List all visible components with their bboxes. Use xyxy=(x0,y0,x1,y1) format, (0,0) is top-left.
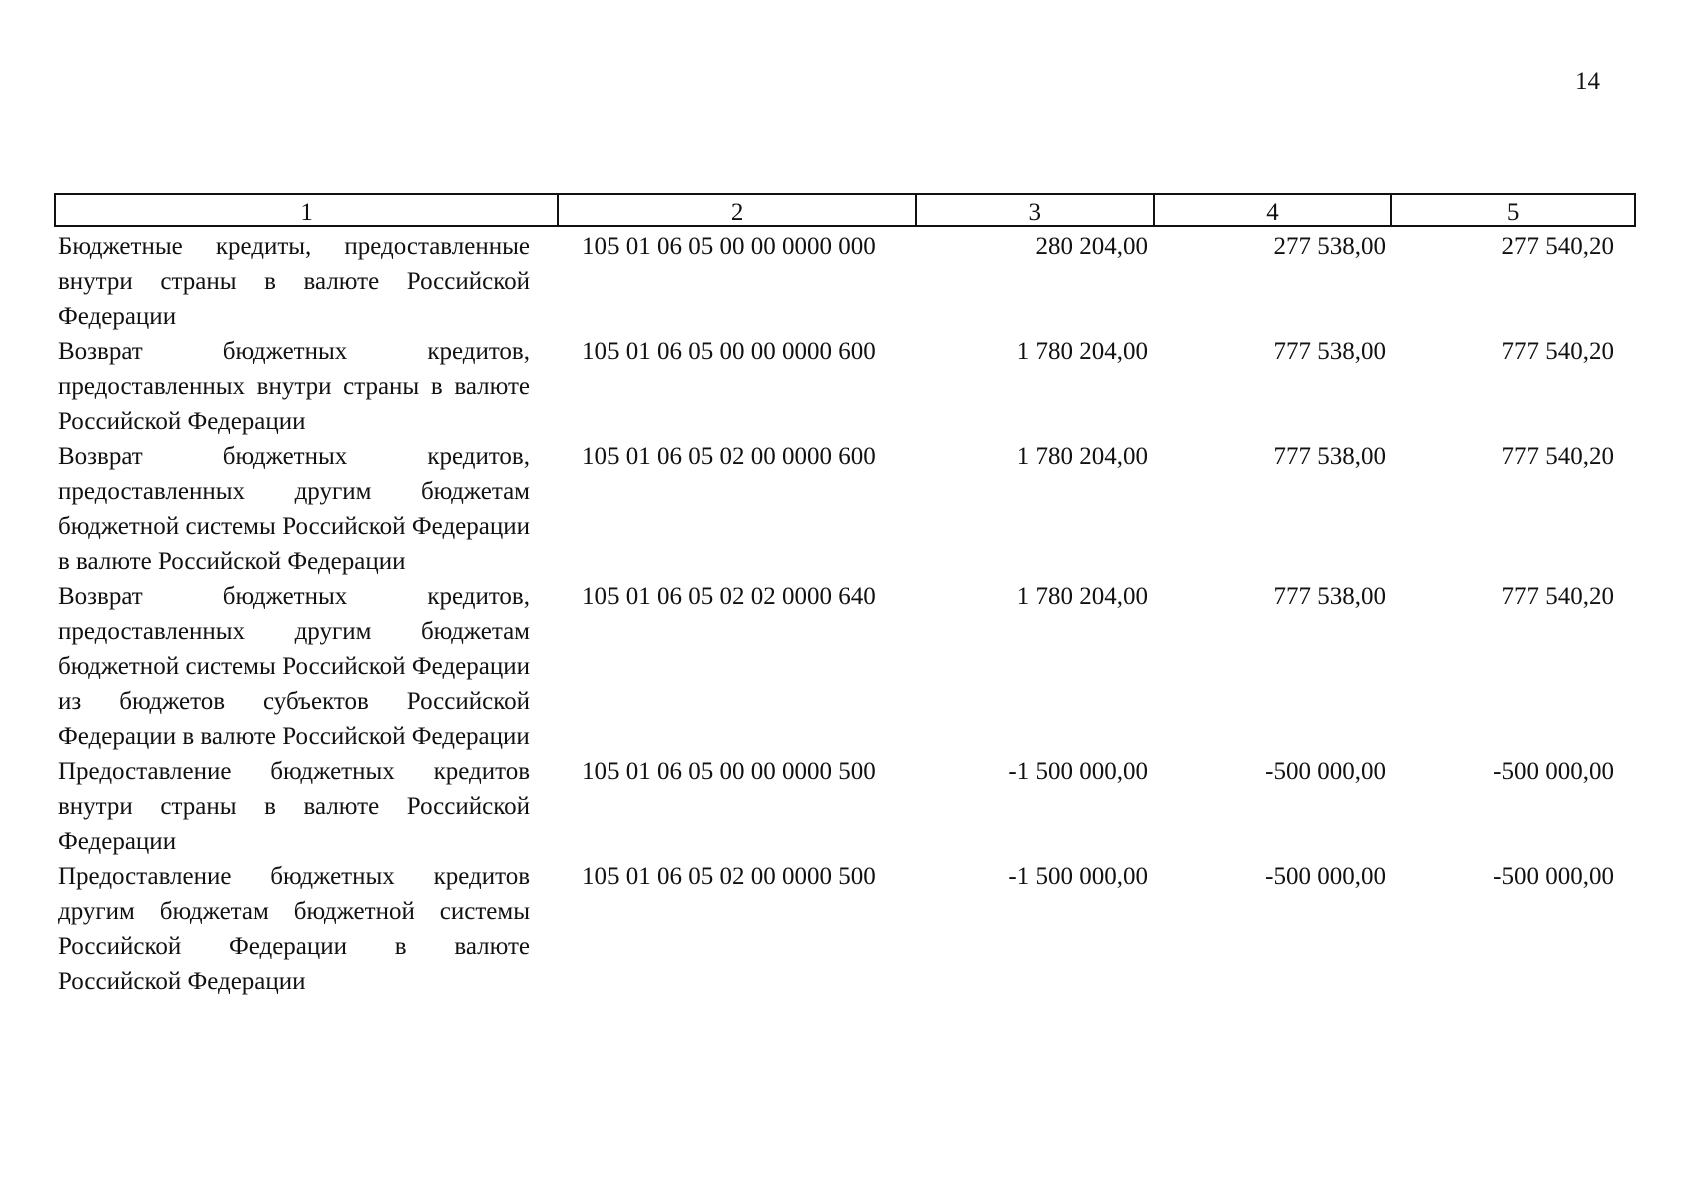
row-value-col5: 777 540,20 xyxy=(1501,443,1614,470)
row-code: 105 01 06 05 00 00 0000 600 xyxy=(582,338,876,365)
column-header-2: 2 xyxy=(559,195,917,225)
table-row xyxy=(54,754,1636,859)
row-description: Возврат бюджетных кредитов, предоставленных внутри страны в валюте Российской Федерации xyxy=(58,338,530,435)
row-code: 105 01 06 05 02 00 0000 500 xyxy=(582,863,876,890)
row-value-col3: 1 780 204,00 xyxy=(1016,338,1148,365)
row-value-col5: -500 000,00 xyxy=(1493,863,1614,890)
row-value-col3: -1 500 000,00 xyxy=(1008,758,1148,785)
row-code: 105 01 06 05 00 00 0000 500 xyxy=(582,758,876,785)
table-row xyxy=(54,579,1636,754)
row-description: Возврат бюджетных кредитов, предоставленных другим бюджетам бюджетной системы Российской Федерации из бюджетов субъектов Российской Федерации в валюте Российской Федерации xyxy=(58,583,530,750)
row-description: Бюджетные кредиты, предоставленные внутри страны в валюте Российской Федерации xyxy=(58,233,530,330)
row-value-col4: 777 538,00 xyxy=(1273,583,1386,610)
row-value-col3: 1 780 204,00 xyxy=(1016,583,1148,610)
row-code: 105 01 06 05 02 02 0000 640 xyxy=(582,583,876,610)
column-header-5: 5 xyxy=(1506,199,1520,226)
row-value-col5: 777 540,20 xyxy=(1501,583,1614,610)
row-value-col5: 277 540,20 xyxy=(1501,233,1614,260)
column-header-3: 3 xyxy=(917,195,1155,225)
table-row xyxy=(54,229,1636,334)
row-value-col4: 777 538,00 xyxy=(1273,338,1386,365)
row-value-col4: -500 000,00 xyxy=(1265,758,1386,785)
row-description: Возврат бюджетных кредитов, предоставленных другим бюджетам бюджетной системы Российской Федерации в валюте Российской Федерации xyxy=(58,443,530,575)
table-body xyxy=(54,229,1636,999)
row-value-col4: 777 538,00 xyxy=(1273,443,1386,470)
row-description: Предоставление бюджетных кредитов внутри страны в валюте Российской Федерации xyxy=(58,758,530,855)
row-value-col4: -500 000,00 xyxy=(1265,863,1386,890)
row-value-col4: 277 538,00 xyxy=(1273,233,1386,260)
row-code: 105 01 06 05 00 00 0000 000 xyxy=(582,233,876,260)
row-value-col3: 1 780 204,00 xyxy=(1016,443,1148,470)
table-row xyxy=(54,334,1636,439)
row-value-col5: 777 540,20 xyxy=(1501,338,1614,365)
column-header-4: 4 xyxy=(1155,195,1393,225)
table-header-row xyxy=(54,193,1636,227)
page-number: 14 xyxy=(1575,68,1600,95)
column-header-1: 1 xyxy=(56,195,559,225)
row-description: Предоставление бюджетных кредитов другим бюджетам бюджетной системы Российской Федерации в валюте Российской Федерации xyxy=(58,863,530,995)
table-row xyxy=(54,439,1636,579)
row-value-col3: -1 500 000,00 xyxy=(1008,863,1148,890)
row-value-col5: -500 000,00 xyxy=(1493,758,1614,785)
row-value-col3: 280 204,00 xyxy=(1035,233,1148,260)
row-code: 105 01 06 05 02 00 0000 600 xyxy=(582,443,876,470)
table-row xyxy=(54,859,1636,999)
